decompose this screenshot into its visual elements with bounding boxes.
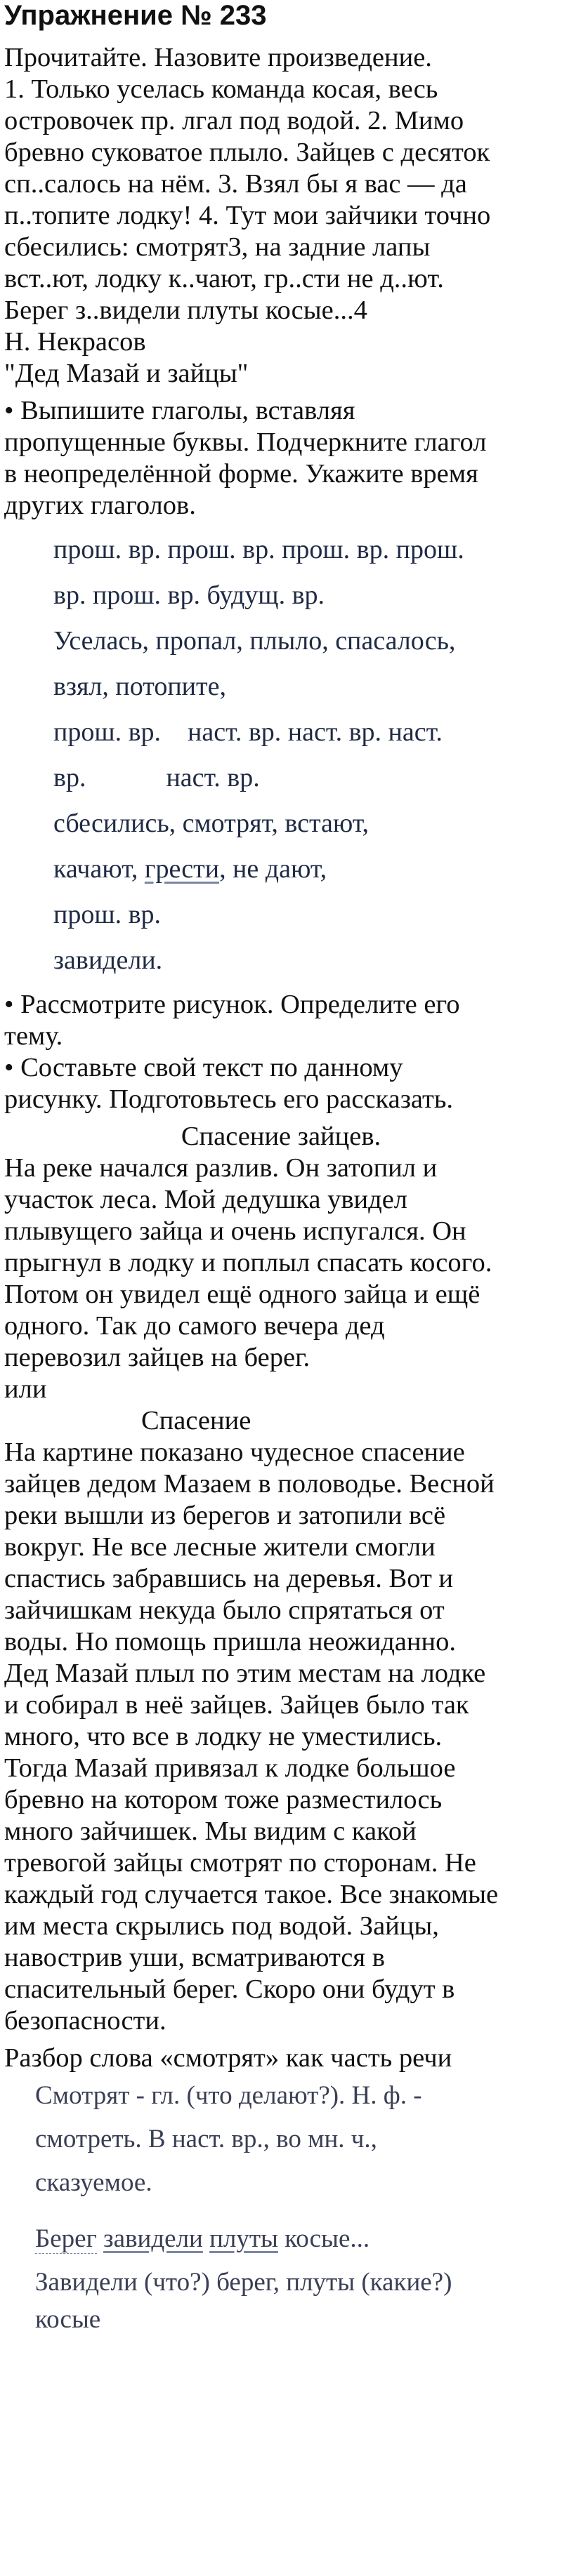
answer-text: , не дают, (219, 854, 327, 884)
text-line: Берег з..видели плуты косые...4 (4, 296, 367, 325)
story-line: На картине показано чудесное спасение (4, 1438, 465, 1467)
story-line: прыгнул в лодку и поплыл спасать косого. (4, 1248, 492, 1277)
parse-title: Разбор слова «смотрят» как часть речи (4, 2043, 452, 2073)
story-line: вокруг. Не все лесные жители смогли (4, 1532, 436, 1562)
parse-line: смотреть. В наст. вр., во мн. ч., (35, 2125, 377, 2153)
task-line: других глаголов. (4, 491, 196, 520)
intro-text (4, 42, 558, 390)
page-title: Упражнение № 233 (4, 0, 267, 31)
answer-line: сбесились, смотрят, встают, (53, 809, 370, 838)
sentence-line (35, 2217, 558, 2261)
task-line: • Рассмотрите рисунок. Определите его (4, 990, 460, 1019)
story-line: одного. Так до самого вечера дед (4, 1311, 385, 1341)
story-line: много зайчишек. Мы видим с какой (4, 1817, 417, 1846)
story-line: Дед Мазай плыл по этим местам на лодке (4, 1659, 486, 1688)
or-separator: или (4, 1374, 47, 1404)
sentence-rest: косые... (277, 2224, 370, 2253)
author-line: Н. Некрасов (4, 327, 146, 357)
parse-line: Смотрят - гл. (что делают?). Н. ф. - (35, 2081, 422, 2110)
story-line: Потом он увидел ещё одного зайца и ещё (4, 1280, 481, 1309)
answer-line: Уселась, пропал, плыло, спасалось, (53, 626, 456, 656)
story-title: Спасение зайцев. (181, 1122, 381, 1151)
text-line: сбесились: смотрят3, на задние лапы (4, 232, 431, 262)
text-line: сп..салось на нём. 3. Взял бы я вас — да (4, 169, 467, 199)
subject-word: Берег (35, 2224, 97, 2253)
answer-line (53, 847, 558, 892)
task-line: тему. (4, 1021, 63, 1051)
story-line: много, что все в лодку не уместились. (4, 1722, 443, 1751)
story-2 (4, 1405, 558, 2037)
answer-line: завидели. (53, 945, 163, 975)
text-line: Прочитайте. Назовите произведение. (4, 43, 432, 72)
story-line: воды. Но помощь пришла неожиданно. (4, 1627, 456, 1657)
text-line: островочек пр. лгал под водой. 2. Мимо (4, 106, 464, 135)
sentence-line: Завидели (что?) берег, плуты (какие?) (35, 2268, 452, 2297)
answer-line: прош. вр. наст. вр. наст. вр. наст. (53, 717, 443, 747)
story-line: Тогда Мазай привязал к лодке большое (4, 1753, 456, 1783)
answer-line: взял, потопите, (53, 672, 226, 701)
story-line: перевозил зайцев на берег. (4, 1343, 311, 1372)
story-line: бревно на котором тоже разместилось (4, 1785, 443, 1814)
story-line: безопасности. (4, 2006, 166, 2036)
story-line: участок леса. Мой дедушка увидел (4, 1185, 408, 1214)
story-title: Спасение (141, 1406, 251, 1435)
task-1 (4, 395, 558, 522)
sentence-line: косые (35, 2305, 101, 2334)
story-line: и собирал в неё зайцев. Зайцев было так (4, 1690, 469, 1720)
task-line: • Составьте свой текст по данному (4, 1053, 403, 1082)
answer-line: прош. вр. прош. вр. прош. вр. прош. (53, 535, 464, 564)
task-line: в неопределённой форме. Укажите время (4, 459, 478, 489)
task-2 (4, 989, 558, 1115)
work-title: "Дед Мазай и зайцы" (4, 359, 249, 388)
answer-line: вр. прош. вр. будущ. вр. (53, 580, 325, 610)
text-line: бревно суковатое плыло. Зайцев с десяток (4, 138, 490, 167)
story-line: зайчишкам некуда было спрятаться от (4, 1595, 445, 1625)
story-line: плывущего зайца и очень испугался. Он (4, 1216, 466, 1246)
story-line: навострив уши, всматриваются в (4, 1943, 385, 1972)
answer-text: качают, (53, 854, 145, 884)
predicate-word: завидели (103, 2224, 203, 2253)
sentence-parse (4, 2217, 558, 2335)
text-line: 1. Только уселась команда косая, весь (4, 74, 438, 104)
story-line: каждый год случается такое. Все знакомые (4, 1880, 499, 1909)
story-1 (4, 1121, 558, 1374)
word-parse (4, 2043, 558, 2205)
infinitive-underlined: грести (144, 854, 220, 884)
story-line: зайцев дедом Мазаем в половодье. Весной (4, 1469, 495, 1499)
story-line: им места скрылись под водой. Зайцы, (4, 1911, 439, 1941)
task-line: рисунку. Подготовьтесь его рассказать. (4, 1084, 454, 1114)
story-line: реки вышли из берегов и затопили всё (4, 1501, 446, 1530)
answer-line: прош. вр. (53, 900, 162, 929)
answer-1 (4, 527, 558, 983)
text-line: вст..ют, лодку к..чают, гр..сти не д..ют. (4, 264, 444, 293)
story-line: На реке начался разлив. Он затопил и (4, 1153, 438, 1183)
subject-word-underlined: плуты (209, 2224, 278, 2253)
parse-line: сказуемое. (35, 2168, 152, 2197)
text-line: п..топите лодку! 4. Тут мои зайчики точно (4, 201, 491, 230)
answer-line: вр. наст. вр. (53, 763, 260, 792)
story-line: тревогой зайцы смотрят по сторонам. Не (4, 1848, 476, 1878)
task-line: • Выпишите глаголы, вставляя (4, 396, 355, 425)
task-line: пропущенные буквы. Подчеркните глагол (4, 427, 487, 457)
story-line: спастись забравшись на деревья. Вот и (4, 1564, 453, 1593)
story-line: спасительный берег. Скоро они будут в (4, 1974, 455, 2004)
